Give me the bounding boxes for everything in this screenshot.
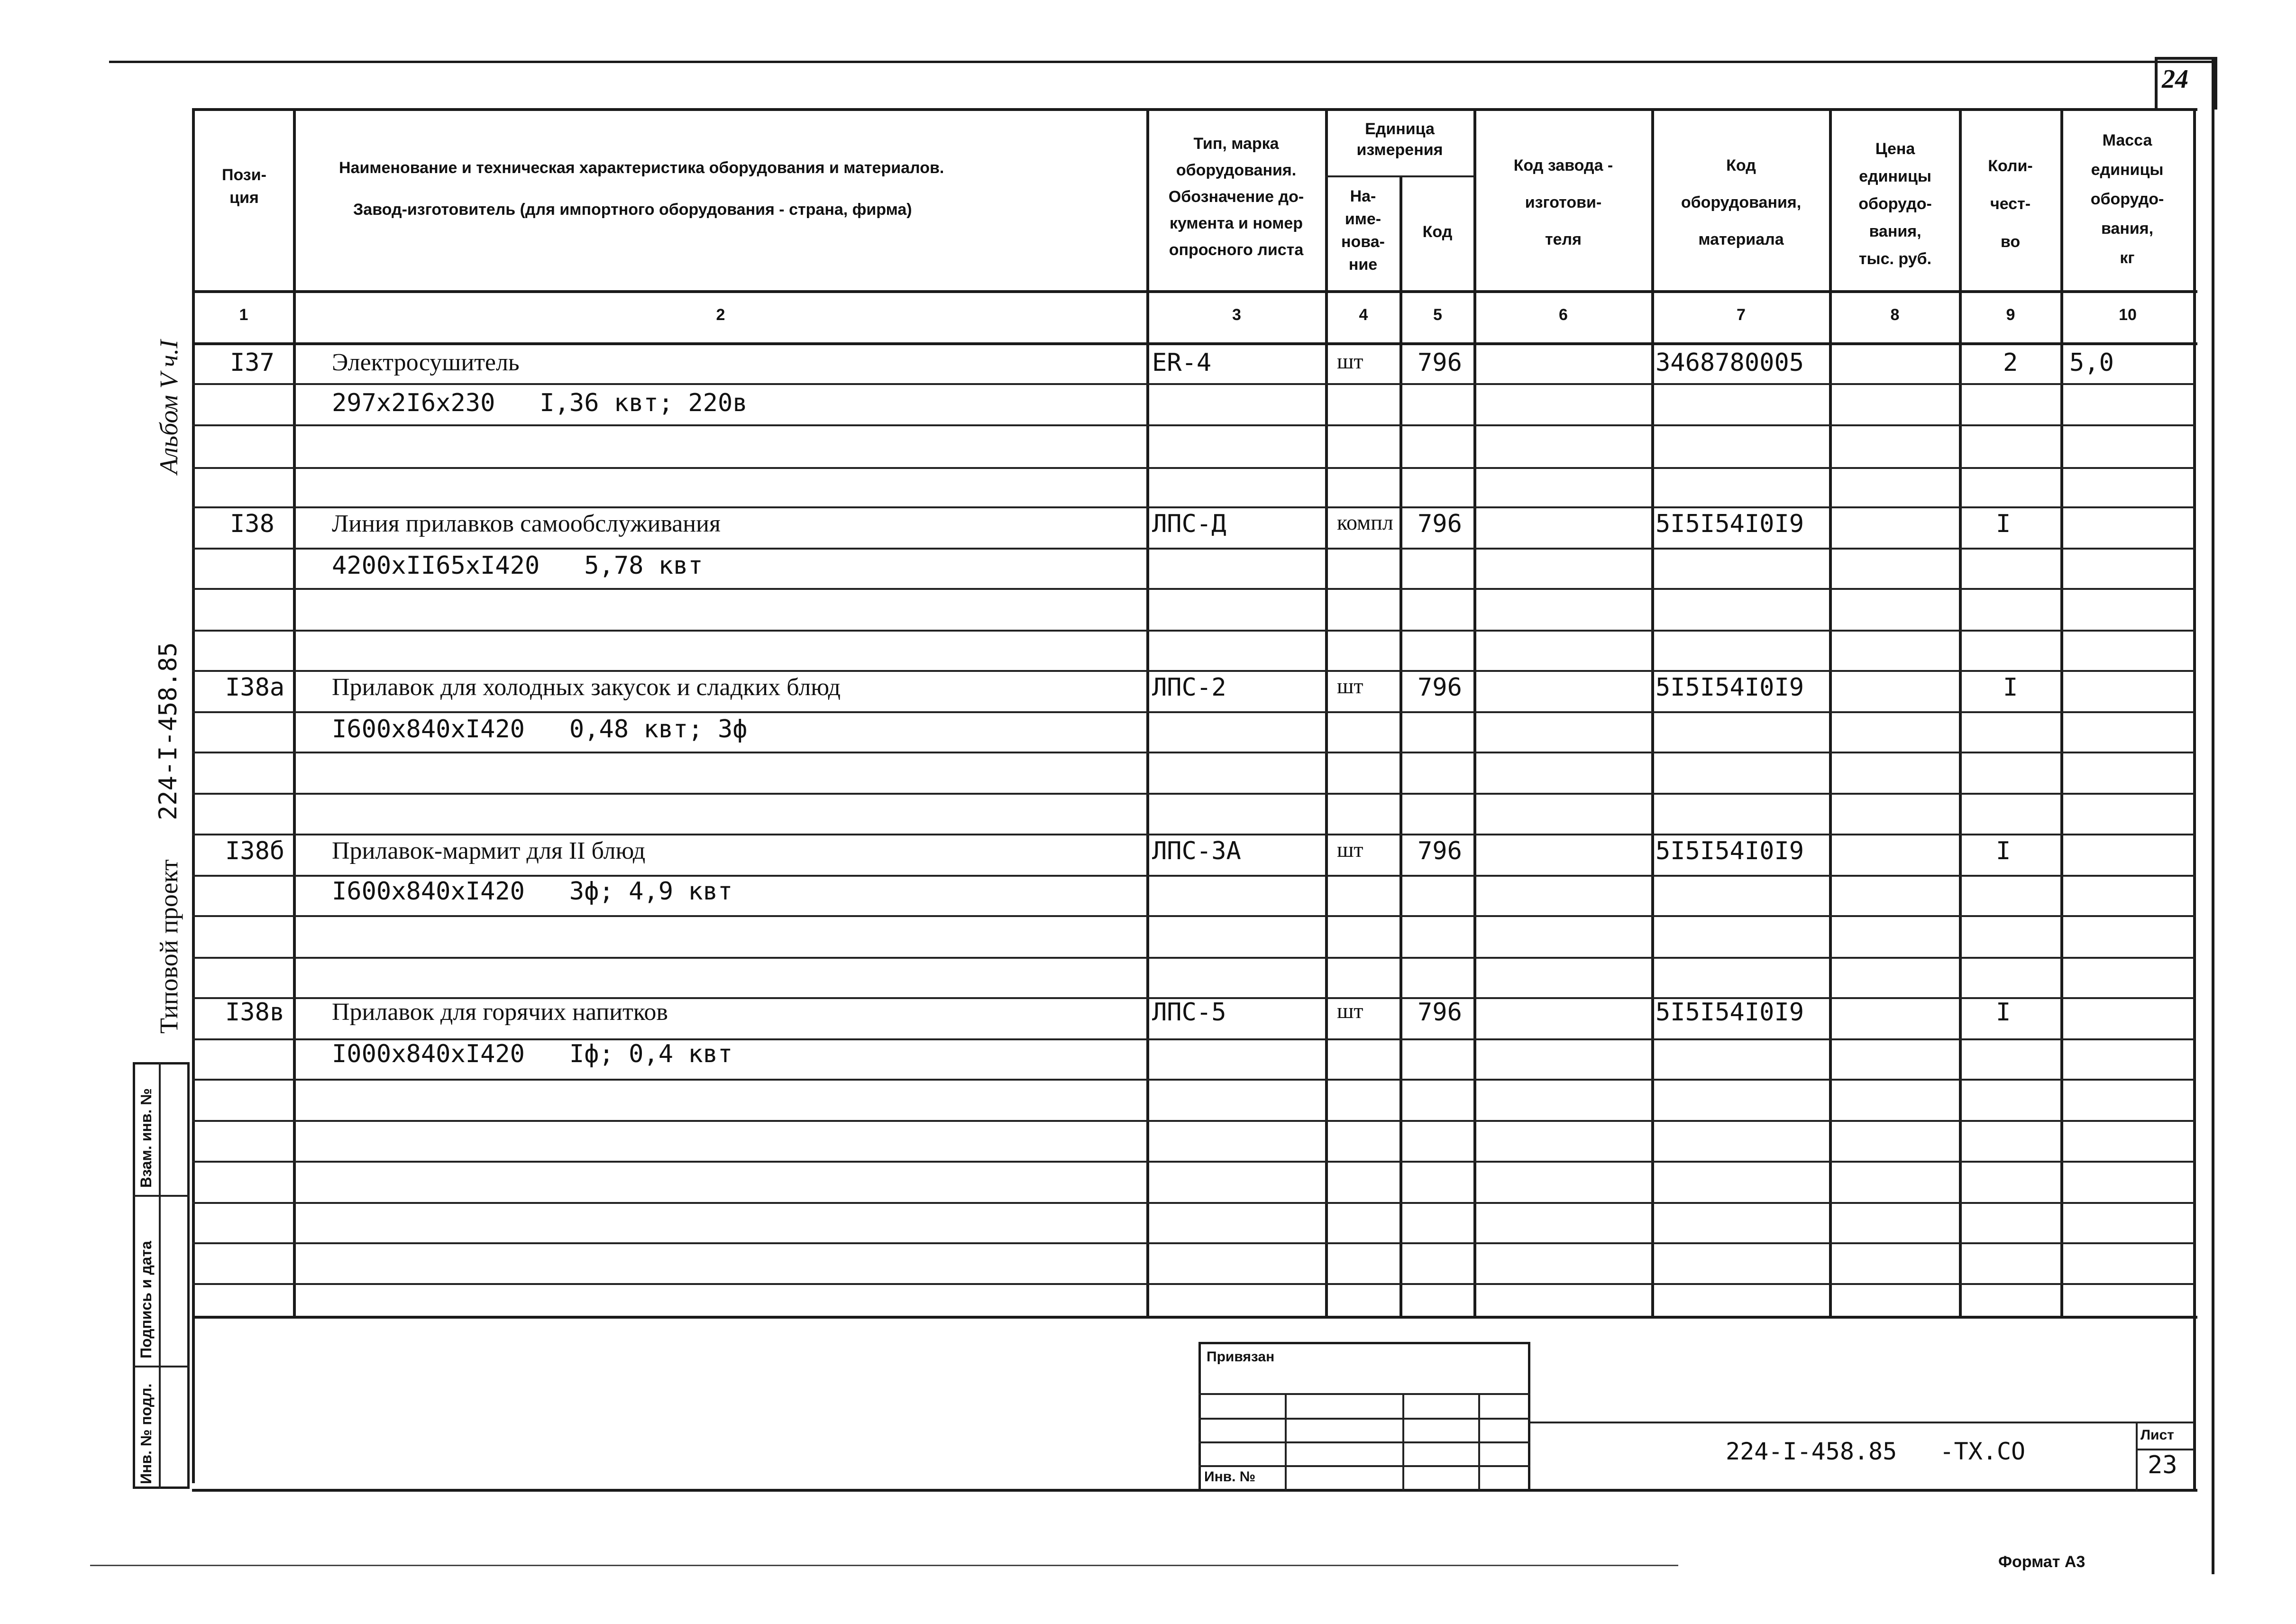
title-block-top [1530,1422,2194,1423]
inv-no-label: Инв. № [1204,1469,1256,1485]
row3-unit: шт [1337,674,1363,698]
header-unit-group: Единица измерения [1356,120,1443,159]
stamp-label-inv: Инв. № подл. [137,1383,155,1484]
privyazan-line [1198,1418,1530,1420]
header-col5: Код [1422,223,1453,241]
table-top [192,108,2197,111]
colnum-8: 8 [1890,306,1900,324]
row1-equip-code: 3468780005 [1656,349,1804,377]
row-line [192,1161,2195,1163]
row4-qty: I [1996,837,2011,865]
row3-type: ЛПС-2 [1152,673,1226,702]
colnum-bottom [192,342,2197,345]
row5-type: ЛПС-5 [1152,998,1226,1027]
row1-code: 796 [1418,349,1462,377]
row5-name: Прилавок для горячих напитков [332,999,668,1026]
row-line [192,1202,2195,1204]
stamp-label-podpis: Подпись и дата [137,1241,155,1358]
privyazan-line [1198,1393,1530,1395]
row3-pos: I38а [225,673,285,702]
right-border [2212,57,2214,1574]
row3-spec: I600x840xI420 0,48 квт; 3ф [332,715,748,743]
header-col7: Код оборудования, материала [1681,156,1802,248]
row-line [192,467,2195,469]
row5-spec: I000x840xI420 Iф; 0,4 квт [332,1040,733,1068]
table-bottom [192,1316,2197,1319]
header-col9: Коли- чест- во [1988,157,2033,251]
stamp-strip-line [133,1366,190,1367]
row2-spec: 4200xII65xI420 5,78 квт [332,551,703,580]
row1-unit: шт [1337,349,1363,373]
colnum-7: 7 [1737,306,1746,324]
row-line [192,752,2195,753]
col-line-4 [1400,175,1402,1317]
sheet-number: 23 [2148,1451,2177,1479]
privyazan-vline [1478,1393,1480,1490]
frame-bottom [192,1489,2197,1492]
colnum-4: 4 [1359,306,1368,324]
stamp-label-vzam: Взам. инв. № [137,1088,155,1188]
unit-group-divider [1325,175,1473,177]
row-line [192,875,2195,877]
row5-code: 796 [1418,998,1462,1027]
header-col2: Наименование и техническая характеристика оборудования и материалов. Завод-изготовитель (для импортного оборудования - страна, фирма) [339,159,944,219]
row4-type: ЛПС-3А [1152,837,1241,865]
project-type: Типовой проект [155,859,183,1034]
row-line [192,670,2195,672]
privyazan-label: Привязан [1207,1349,1275,1365]
project-code: 224-I-458.85 [154,642,183,820]
row1-qty: 2 [2003,349,2018,377]
row-line [192,588,2195,590]
row5-unit: шт [1337,999,1363,1023]
frame-right [2193,1316,2196,1491]
top-border [109,61,2214,63]
row2-equip-code: 5I5I54I0I9 [1656,510,1804,538]
stamp-strip-divider [159,1062,161,1489]
colnum-1: 1 [239,306,248,324]
privyazan-vline [1285,1393,1287,1490]
row-line [192,383,2195,385]
page-number: 24 [2162,64,2188,94]
row-line [192,506,2195,508]
row4-pos: I38б [225,837,285,865]
row-line [192,630,2195,632]
header-col3: Тип, марка оборудования. Обозначение до- кумента и номер опросного листа [1168,135,1304,259]
row-line [192,1120,2195,1122]
row4-code: 796 [1418,837,1462,865]
colnum-5: 5 [1433,306,1442,324]
row-line [192,1242,2195,1244]
colnum-2: 2 [716,306,725,324]
row-line [192,834,2195,835]
header-bottom [192,290,2197,293]
colnum-6: 6 [1559,306,1568,324]
row-line [192,711,2195,713]
row5-equip-code: 5I5I54I0I9 [1656,998,1804,1027]
row2-code: 796 [1418,510,1462,538]
header-col10: Масса единицы оборудо- вания, кг [2090,131,2164,267]
row4-equip-code: 5I5I54I0I9 [1656,837,1804,865]
format-label: Формат А3 [1998,1553,2086,1571]
row4-spec: I600x840xI420 3ф; 4,9 квт [332,877,733,906]
row5-pos: I38в [225,998,285,1027]
row-line [192,1079,2195,1081]
row1-pos: I37 [230,349,274,377]
row2-type: ЛПС-Д [1152,510,1226,538]
row-line [192,915,2195,917]
row-line [192,1283,2195,1285]
row-line [192,793,2195,795]
row3-qty: I [2003,673,2018,702]
row1-name: Электросушитель [332,349,520,376]
row3-name: Прилавок для холодных закусок и сладких блюд [332,674,841,701]
header-col1: Пози- ция [222,166,266,207]
row3-equip-code: 5I5I54I0I9 [1656,673,1804,702]
row-line [192,957,2195,959]
row5-qty: I [1996,998,2011,1027]
row3-code: 796 [1418,673,1462,702]
header-col8: Цена единицы оборудо- вания, тыс. руб. [1858,140,1932,268]
row2-name: Линия прилавков самообслуживания [332,510,721,537]
colnum-10: 10 [2119,306,2137,324]
row4-unit: шт [1337,837,1363,862]
sheet-box-divider [2136,1449,2194,1450]
privyazan-line [1198,1465,1530,1467]
row-line [192,424,2195,426]
colnum-9: 9 [2006,306,2015,324]
row2-pos: I38 [230,510,274,538]
sheet-label: Лист [2140,1427,2174,1443]
designation: 224-I-458.85 -ТХ.СО [1726,1438,2026,1465]
row2-qty: I [1996,510,2011,538]
privyazan-line [1198,1441,1530,1443]
row1-spec: 297x2I6x230 I,36 квт; 220в [332,389,748,417]
row-line [192,548,2195,550]
privyazan-vline [1402,1393,1404,1490]
sheet-box-left [2136,1422,2138,1491]
album-label: Альбом V ч.I [155,339,183,474]
row2-unit: компл [1337,510,1393,534]
colnum-3: 3 [1232,306,1241,324]
row4-name: Прилавок-мармит для II блюд [332,837,646,864]
stamp-strip-line [133,1195,190,1197]
header-col6: Код завода - изготови- теля [1513,156,1613,248]
row1-mass: 5,0 [2069,349,2114,377]
bottom-edge-line [90,1565,1678,1566]
header-col4: На- име- нова- ние [1341,187,1385,274]
row1-type: ER-4 [1152,349,1212,377]
